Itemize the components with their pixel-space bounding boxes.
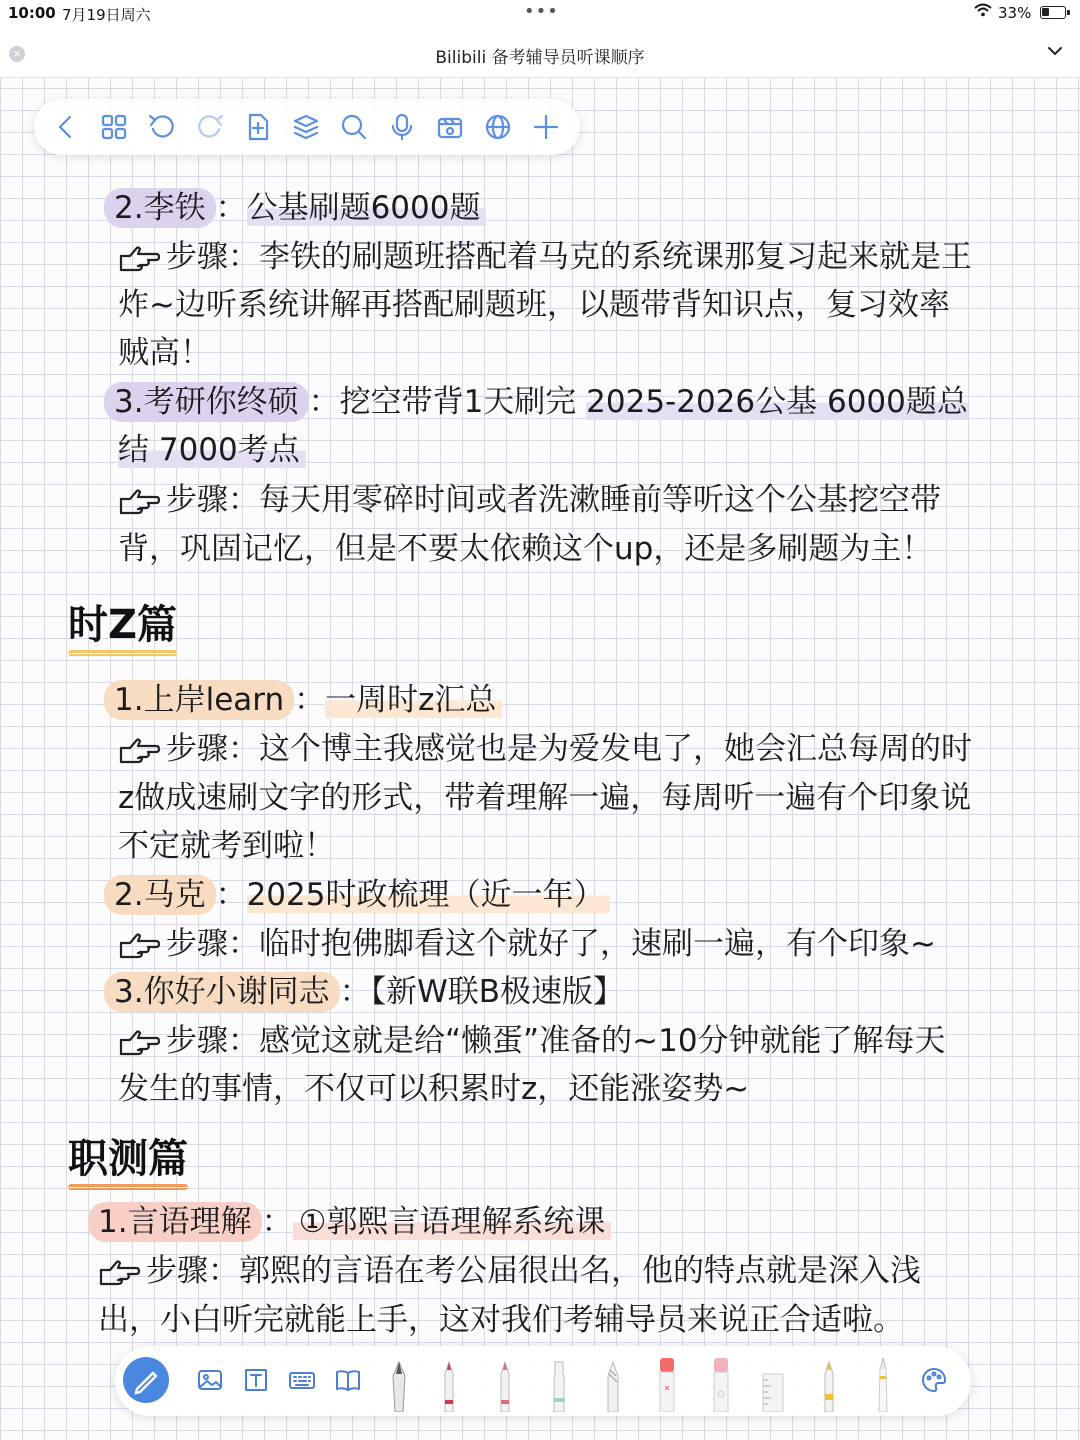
eraser-red-icon[interactable]: [655, 1356, 679, 1412]
plus-icon[interactable]: [530, 111, 562, 143]
fountain-pen-icon[interactable]: [387, 1360, 411, 1412]
item-heading: 3.考研你终硕: [104, 382, 309, 422]
add-page-icon[interactable]: [242, 111, 274, 143]
item-heading: 3.你好小谢同志: [104, 972, 340, 1012]
media-icon[interactable]: [434, 111, 466, 143]
item-heading: 1.言语理解: [88, 1202, 262, 1242]
chevron-down-icon[interactable]: [1046, 42, 1064, 60]
list-item-cont: 结 7000考点: [118, 428, 306, 472]
status-date: 7月19日周六: [62, 6, 151, 24]
section-title-zhi: 职测篇: [68, 1134, 188, 1184]
search-icon[interactable]: [338, 111, 370, 143]
layers-icon[interactable]: [290, 111, 322, 143]
step-line: 步骤：李铁的刷题班搭配着马克的系统课那复习起来就是王: [118, 235, 972, 279]
top-toolbar: [34, 99, 580, 155]
section-title-shi: 时Z篇: [68, 600, 177, 650]
ruler-icon[interactable]: [761, 1372, 785, 1412]
title-bar: [0, 28, 1080, 78]
status-time: 10:00: [8, 4, 56, 22]
list-item: 1.言语理解 ： ①郭熙言语理解系统课: [88, 1200, 611, 1244]
text-box-icon[interactable]: [241, 1365, 271, 1395]
item-heading: 1.上岸learn: [104, 680, 294, 720]
battery-percent: 33%: [998, 4, 1032, 22]
globe-icon[interactable]: [482, 111, 514, 143]
pointing-hand-icon: [118, 1024, 162, 1054]
list-item: 2.马克 ：2025时政梳理（近一年）: [104, 873, 610, 917]
step-line: 背，巩固记忆，但是不要太依赖这个up，还是多刷题为主！: [118, 531, 933, 567]
eraser-pink-icon[interactable]: [709, 1356, 733, 1412]
list-item: 3.考研你终硕 ：挖空带背1天刷完 2025-2026公基 6000题总: [104, 380, 968, 424]
close-icon[interactable]: ×: [9, 46, 25, 62]
step-line: 步骤：郭熙的言语在考公届很出名，他的特点就是深入浅: [98, 1249, 921, 1293]
document-title[interactable]: Bilibili 备考辅导员听课顺序: [435, 48, 645, 68]
pencil-icon[interactable]: [601, 1360, 625, 1412]
book-icon[interactable]: [333, 1365, 363, 1395]
item-heading: 2.马克: [104, 875, 216, 915]
step-line: 步骤：临时抱佛脚看这个就好了，速刷一遍，有个印象~: [118, 922, 936, 966]
step-line: 步骤：每天用零碎时间或者洗漱睡前等听这个公基挖空带: [118, 478, 941, 522]
palette-icon[interactable]: [919, 1365, 949, 1395]
pen-white-icon[interactable]: [871, 1356, 895, 1412]
multitask-dots-icon[interactable]: •••: [524, 1, 559, 22]
list-item: 3.你好小谢同志 ：【新W联B极速版】: [104, 970, 624, 1014]
step-line: 步骤：感觉这就是给“懒蛋”准备的~10分钟就能了解每天: [118, 1019, 946, 1063]
pointing-hand-icon: [118, 240, 162, 270]
step-line: 贼高！: [118, 335, 211, 371]
back-icon[interactable]: [50, 111, 82, 143]
redo-icon[interactable]: [194, 111, 226, 143]
pointing-hand-icon: [118, 927, 162, 957]
keyboard-icon[interactable]: [287, 1365, 317, 1395]
undo-icon[interactable]: [146, 111, 178, 143]
mic-icon[interactable]: [386, 111, 418, 143]
wifi-icon: [974, 3, 992, 21]
bottom-toolbar: [115, 1346, 971, 1416]
item-heading: 2.李铁: [104, 188, 216, 228]
status-bar: [0, 0, 1080, 28]
step-line: 炸~边听系统讲解再搭配刷题班，以题带背知识点，复习效率: [118, 287, 950, 323]
step-line: 步骤：这个博主我感觉也是为爱发电了，她会汇总每周的时: [118, 727, 972, 771]
list-item: 1.上岸learn ：一周时z汇总: [104, 678, 502, 722]
marker-red-icon[interactable]: [437, 1360, 461, 1412]
marker-yellow-icon[interactable]: [817, 1360, 841, 1412]
pen-icon[interactable]: [123, 1357, 169, 1403]
list-item: 2.李铁 ：公基刷题6000题: [104, 186, 486, 230]
pointing-hand-icon: [98, 1254, 142, 1284]
pointing-hand-icon: [118, 483, 162, 513]
step-line: 不定就考到啦！: [118, 828, 335, 864]
step-line: z做成速刷文字的形式，带着理解一遍，每周听一遍有个印象说: [118, 780, 972, 816]
step-line: 发生的事情，不仅可以积累时z，还能涨姿势~: [118, 1071, 750, 1107]
image-icon[interactable]: [195, 1365, 225, 1395]
marker-pink-icon[interactable]: [493, 1360, 517, 1412]
step-line: 出，小白听完就能上手，这对我们考辅导员来说正合适啦。: [98, 1302, 904, 1338]
pointing-hand-icon: [118, 732, 162, 762]
marker-green-icon[interactable]: [547, 1360, 571, 1412]
grid-icon[interactable]: [98, 111, 130, 143]
battery-icon: [1040, 6, 1066, 19]
